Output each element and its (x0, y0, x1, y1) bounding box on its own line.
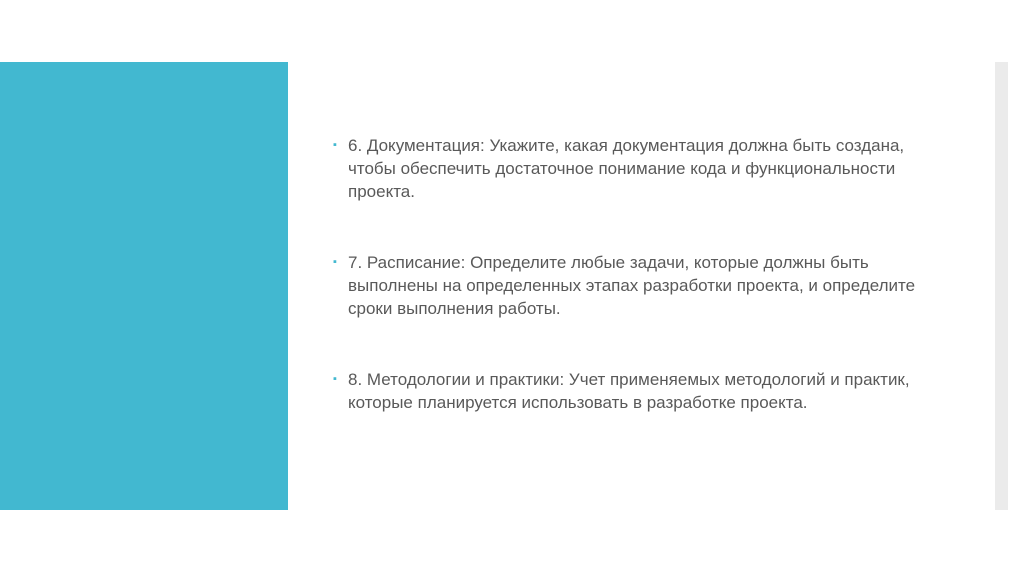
bullet-text-methodologies: 8. Методологии и практики: Учет применяемых методологий и практик, которые планируется использовать в разработке проекта. (348, 370, 910, 412)
slide (0, 62, 995, 510)
bullet-item-schedule (332, 251, 942, 320)
bullet-item-methodologies (332, 368, 942, 414)
bullet-dot-icon: ▪ (333, 256, 337, 268)
bullet-text-documentation: 6. Документация: Укажите, какая документация должна быть созданa, чтобы обеспечить достаточное понимание кода и функциональности проекта. (348, 136, 905, 201)
accent-panel (0, 62, 288, 510)
slide-content (332, 134, 942, 414)
bullet-dot-icon: ▪ (333, 139, 337, 151)
bullet-item-documentation (332, 134, 942, 203)
scrollbar[interactable] (995, 62, 1008, 510)
bullet-text-schedule: 7. Расписание: Определите любые задачи, которые должны быть выполнены на определенных этапах разработки проекта, и определите сроки выполнения работы. (348, 253, 916, 318)
bullet-dot-icon: ▪ (333, 373, 337, 385)
